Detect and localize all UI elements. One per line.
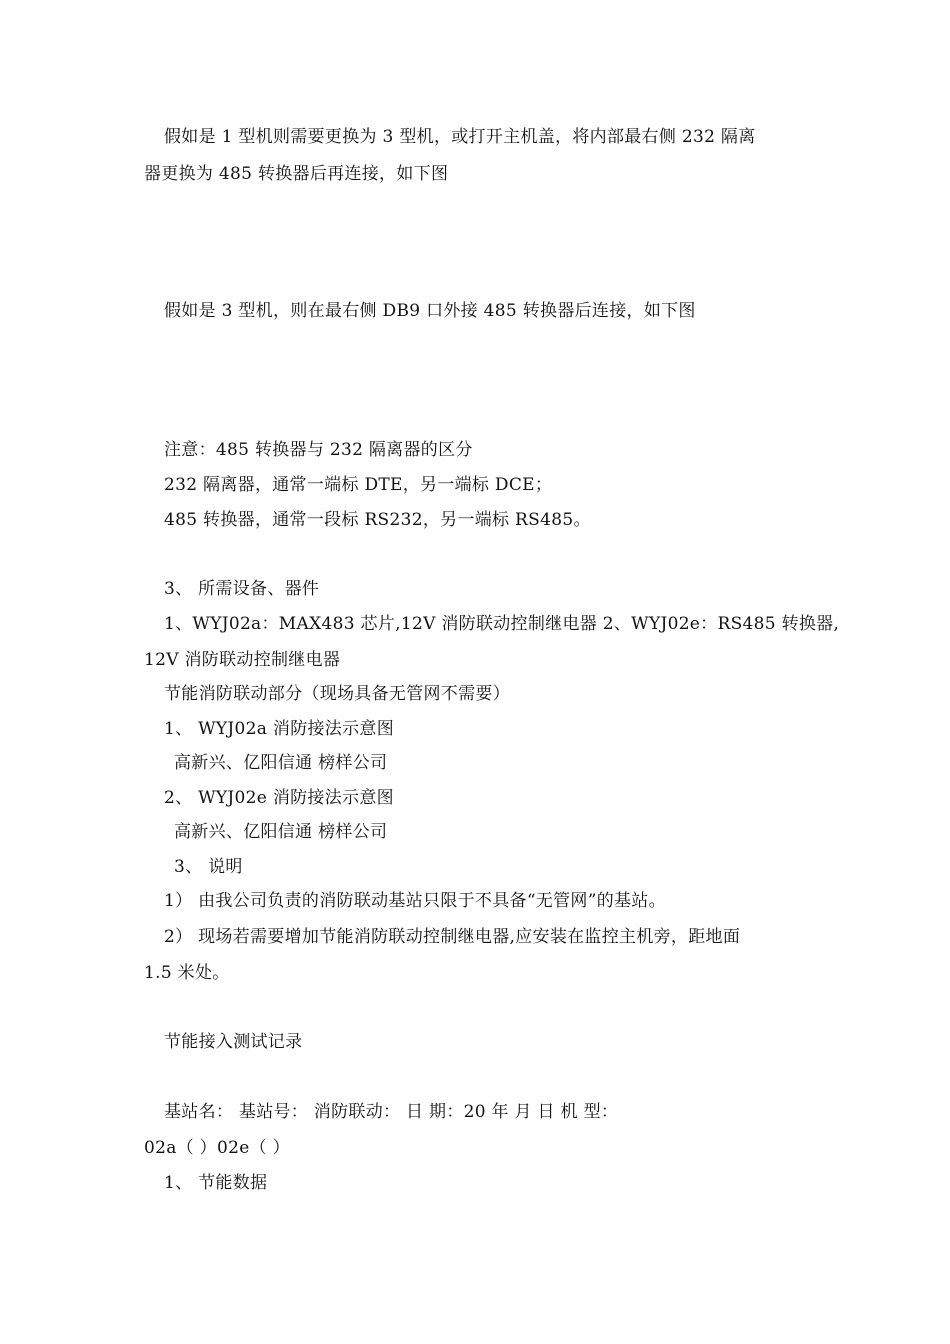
paragraph-line: 高新兴、亿阳信通 榜样公司 bbox=[174, 822, 388, 842]
paragraph-line: 假如是 1 型机则需要更换为 3 型机，或打开主机盖，将内部最右侧 232 隔离 bbox=[164, 127, 756, 147]
note-heading: 注意：485 转换器与 232 隔离器的区分 bbox=[164, 440, 473, 460]
form-fields-line: 基站名： 基站号： 消防联动： 日 期：20 年 月 日 机 型： bbox=[164, 1102, 619, 1122]
paragraph-line: 1.5 米处。 bbox=[144, 963, 230, 983]
paragraph-line: 485 转换器，通常一段标 RS232，另一端标 RS485。 bbox=[164, 510, 591, 530]
list-item: 2） 现场若需要增加节能消防联动控制继电器,应安装在监控主机旁，距地面 bbox=[164, 927, 741, 947]
list-item: 1） 由我公司负责的消防联动基站只限于不具备“无管网”的基站。 bbox=[164, 891, 666, 911]
section-heading: 节能接入测试记录 bbox=[164, 1032, 303, 1052]
paragraph-line: 1、WYJ02a：MAX483 芯片,12V 消防联动控制继电器 2、WYJ02e：RS485 转换器, bbox=[164, 614, 840, 634]
paragraph-line: 232 隔离器，通常一端标 DTE，另一端标 DCE； bbox=[164, 475, 553, 495]
list-item: 2、 WYJ02e 消防接法示意图 bbox=[164, 788, 394, 808]
section-heading: 节能消防联动部分（现场具备无管网不需要） bbox=[164, 684, 510, 704]
paragraph-line: 12V 消防联动控制继电器 bbox=[144, 650, 341, 670]
list-item: 1、 WYJ02a 消防接法示意图 bbox=[164, 719, 395, 739]
paragraph-line: 器更换为 485 转换器后再连接，如下图 bbox=[144, 164, 449, 184]
list-item: 1、 节能数据 bbox=[164, 1173, 268, 1193]
form-fields-line: 02a（ ）02e（ ） bbox=[144, 1138, 290, 1158]
list-item: 3、 说明 bbox=[174, 857, 243, 877]
paragraph-line: 高新兴、亿阳信通 榜样公司 bbox=[174, 753, 388, 773]
paragraph-line: 假如是 3 型机，则在最右侧 DB9 口外接 485 转换器后连接，如下图 bbox=[164, 301, 696, 321]
section-heading: 3、 所需设备、器件 bbox=[164, 579, 320, 599]
